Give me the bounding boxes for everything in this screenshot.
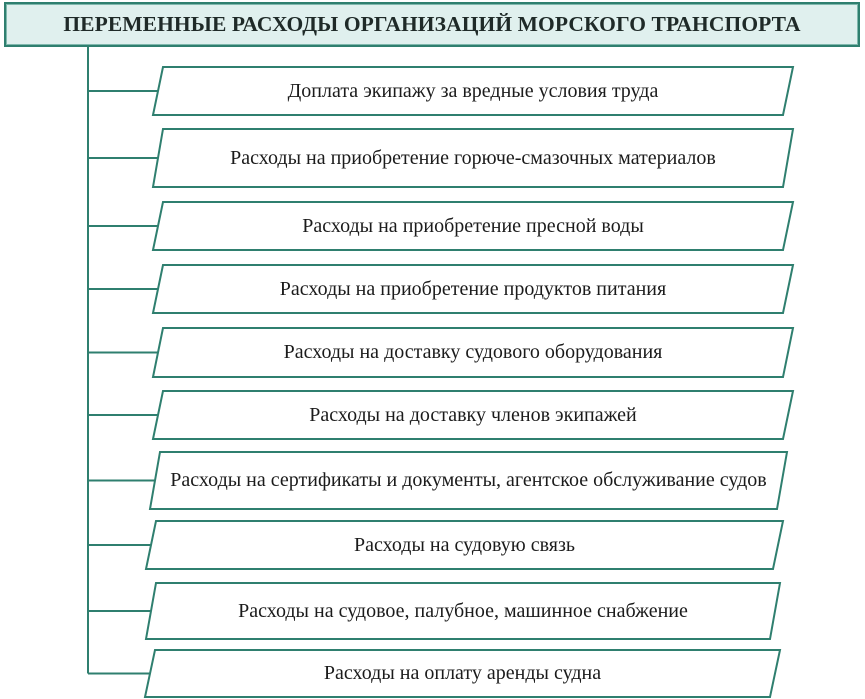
expense-item bbox=[0, 390, 865, 440]
expense-item bbox=[0, 520, 865, 570]
expense-item bbox=[0, 128, 865, 188]
expense-item-label: Расходы на приобретение пресной воды bbox=[302, 214, 644, 237]
expense-item bbox=[0, 451, 865, 510]
expense-item-label: Расходы на доставку членов экипажей bbox=[309, 403, 637, 426]
diagram-title: ПЕРЕМЕННЫЕ РАСХОДЫ ОРГАНИЗАЦИЙ МОРСКОГО ТРАНСПОРТА bbox=[4, 2, 860, 47]
expense-item bbox=[0, 649, 865, 698]
expense-item-label: Расходы на судовое, палубное, машинное снабжение bbox=[238, 599, 688, 622]
expense-item bbox=[0, 582, 865, 640]
expense-item-label: Расходы на судовую связь bbox=[354, 533, 575, 556]
expense-item-label: Расходы на приобретение продуктов питания bbox=[279, 277, 667, 300]
expense-item-label: Расходы на оплату аренды судна bbox=[323, 662, 602, 684]
expense-item bbox=[0, 201, 865, 251]
expense-item-label: Расходы на приобретение горюче-смазочных материалов bbox=[230, 146, 716, 169]
expense-item bbox=[0, 327, 865, 378]
expense-item bbox=[0, 66, 865, 116]
expense-item-label: Доплата экипажу за вредные условия труда bbox=[287, 79, 659, 102]
expense-item bbox=[0, 264, 865, 314]
expense-item-label: Расходы на доставку судового оборудования bbox=[283, 341, 663, 363]
expense-item-label: Расходы на сертификаты и документы, агентское обслуживание судов bbox=[170, 469, 767, 491]
